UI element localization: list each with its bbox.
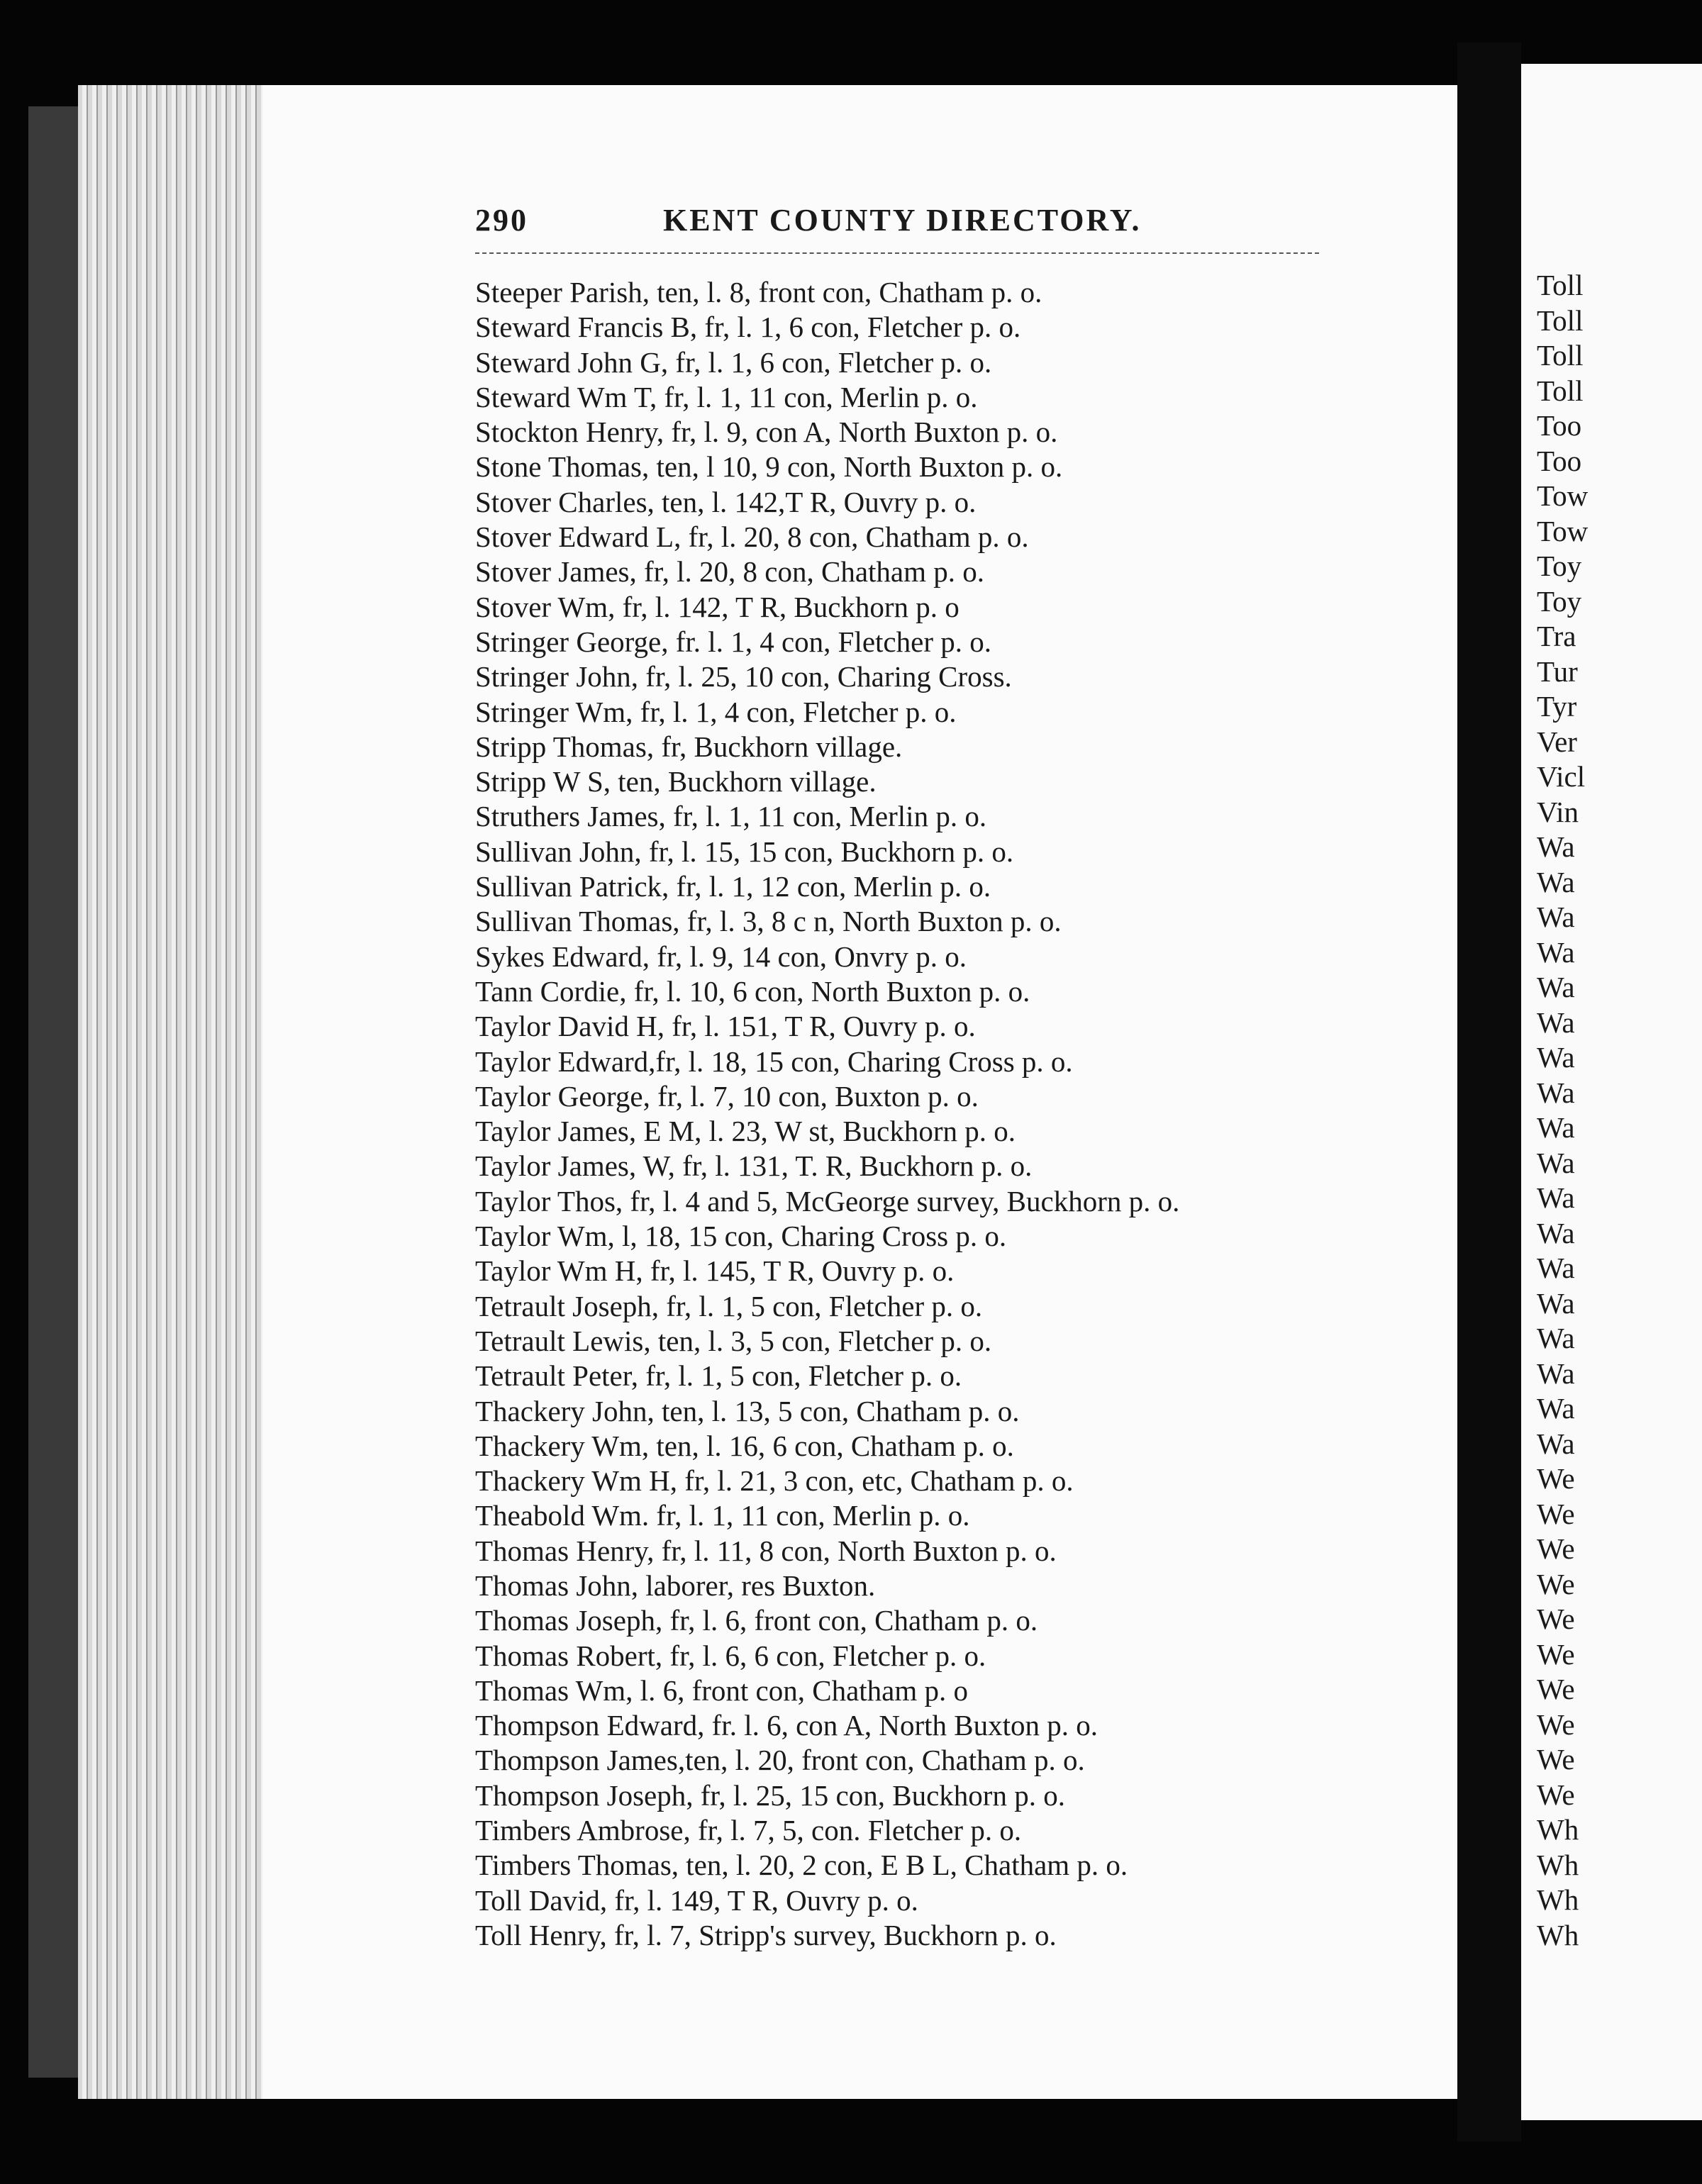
directory-entry: Theabold Wm. fr, l. 1, 11 con, Merlin p. o.	[475, 1499, 970, 1532]
directory-entry: Taylor George, fr, l. 7, 10 con, Buxton p. o.	[475, 1079, 979, 1113]
directory-page	[262, 85, 1457, 2099]
facing-page-entry: Wa	[1537, 830, 1575, 863]
directory-entry: Toll Henry, fr, l. 7, Stripp's survey, Buckhorn p. o.	[475, 1918, 1057, 1951]
directory-entry: Stringer John, fr, l. 25, 10 con, Charing Cross.	[475, 660, 1012, 693]
facing-page-entry: Vin	[1537, 795, 1579, 828]
facing-page-entry: Toll	[1537, 269, 1584, 301]
facing-page-entry: We	[1537, 1637, 1575, 1671]
directory-entry: Thompson Joseph, fr, l. 25, 15 con, Buckhorn p. o.	[475, 1778, 1065, 1812]
directory-entry: Thomas Henry, fr, l. 11, 8 con, North Buxton p. o.	[475, 1534, 1057, 1567]
facing-page-entry: Wa	[1537, 865, 1575, 898]
directory-entry: Steward John G, fr, l. 1, 6 con, Fletcher p. o.	[475, 345, 992, 379]
directory-entry: Stone Thomas, ten, l 10, 9 con, North Buxton p. o.	[475, 450, 1063, 484]
directory-entry: Taylor Thos, fr, l. 4 and 5, McGeorge survey, Buckhorn p. o.	[475, 1184, 1180, 1218]
directory-entry: Taylor James, W, fr, l. 131, T. R, Buckhorn p. o.	[475, 1149, 1033, 1183]
directory-entry: Stringer George, fr. l. 1, 4 con, Fletcher p. o.	[475, 625, 991, 658]
facing-page-entry: Vicl	[1537, 760, 1586, 793]
directory-entry: Struthers James, fr, l. 1, 11 con, Merlin p. o.	[475, 800, 987, 833]
facing-page-entry: Wa	[1537, 1216, 1575, 1249]
facing-page-entry: We	[1537, 1532, 1575, 1565]
facing-page-entry: Wh	[1537, 1813, 1579, 1846]
facing-page-entry: Wh	[1537, 1848, 1579, 1881]
directory-entry: Taylor Wm H, fr, l. 145, T R, Ouvry p. o.	[475, 1254, 955, 1288]
facing-page-entry: Tyr	[1537, 690, 1577, 723]
directory-entry: Thackery John, ten, l. 13, 5 con, Chatham p. o.	[475, 1394, 1020, 1427]
facing-page-entry: We	[1537, 1743, 1575, 1776]
facing-page-entry: Wa	[1537, 1392, 1575, 1425]
directory-entry: Tetrault Lewis, ten, l. 3, 5 con, Fletcher p. o.	[475, 1324, 992, 1357]
facing-page-entry: Toll	[1537, 303, 1584, 337]
directory-entry: Thackery Wm, ten, l. 16, 6 con, Chatham p. o.	[475, 1429, 1014, 1462]
facing-page-entry: Wa	[1537, 1181, 1575, 1214]
facing-page-entry: Ver	[1537, 725, 1577, 758]
directory-entry: Thomas Robert, fr, l. 6, 6 con, Fletcher p. o.	[475, 1639, 986, 1672]
directory-entry: Tetrault Peter, fr, l. 1, 5 con, Fletcher p. o.	[475, 1359, 962, 1393]
directory-entries	[475, 275, 1179, 1953]
directory-entry: Steeper Parish, ten, l. 8, front con, Chatham p. o.	[475, 276, 1042, 308]
directory-entry: Sykes Edward, fr, l. 9, 14 con, Onvry p. o.	[475, 940, 967, 973]
page-number: 290	[475, 203, 528, 238]
facing-page-entry: Wa	[1537, 971, 1575, 1003]
facing-page-entry: Tur	[1537, 654, 1578, 688]
directory-entry: Stover James, fr, l. 20, 8 con, Chatham p. o.	[475, 555, 985, 589]
directory-entry: Sullivan Patrick, fr, l. 1, 12 con, Merlin p. o.	[475, 870, 991, 903]
book-gutter	[1457, 43, 1521, 2141]
directory-entry: Stover Wm, fr, l. 142, T R, Buckhorn p. o	[475, 590, 960, 623]
facing-page-fragment	[1521, 64, 1702, 2120]
directory-entry: Steward Wm T, fr, l. 1, 11 con, Merlin p. o.	[475, 380, 978, 413]
facing-page-entry: Wa	[1537, 1286, 1575, 1320]
facing-page-entry: We	[1537, 1462, 1575, 1495]
directory-entry: Stringer Wm, fr, l. 1, 4 con, Fletcher p. o.	[475, 695, 957, 728]
directory-entry: Stover Edward L, fr, l. 20, 8 con, Chatham p. o.	[475, 520, 1029, 554]
facing-page-entry: We	[1537, 1603, 1575, 1635]
header-rule	[475, 252, 1319, 254]
directory-entry: Stripp W S, ten, Buckhorn village.	[475, 765, 877, 798]
facing-page-entry: Tow	[1537, 479, 1589, 512]
directory-entry: Steward Francis B, fr, l. 1, 6 con, Fletcher p. o.	[475, 311, 1021, 344]
facing-page-entry: Wa	[1537, 1427, 1575, 1460]
facing-page-entry: Tra	[1537, 620, 1576, 652]
book-binding-shadow	[28, 106, 78, 2078]
facing-page-entry: Wa	[1537, 1005, 1575, 1039]
directory-entry: Taylor Wm, l, 18, 15 con, Charing Cross p. o.	[475, 1220, 1007, 1253]
directory-entry: Thompson Edward, fr. l. 6, con A, North Buxton p. o.	[475, 1709, 1098, 1742]
running-title: KENT COUNTY DIRECTORY.	[663, 203, 1142, 238]
directory-entry: Thomas Joseph, fr, l. 6, front con, Chatham p. o.	[475, 1604, 1038, 1637]
facing-page-entry: Wa	[1537, 1356, 1575, 1390]
facing-page-entry: Wa	[1537, 1041, 1575, 1074]
facing-page-entry: Wa	[1537, 901, 1575, 933]
directory-entry: Thompson James,ten, l. 20, front con, Chatham p. o.	[475, 1744, 1085, 1777]
directory-entry: Toll David, fr, l. 149, T R, Ouvry p. o.	[475, 1883, 918, 1917]
directory-entry: Thomas Wm, l. 6, front con, Chatham p. o	[475, 1673, 968, 1707]
directory-entry: Tetrault Joseph, fr, l. 1, 5 con, Fletcher p. o.	[475, 1289, 983, 1322]
facing-page-entry: We	[1537, 1567, 1575, 1600]
directory-entry: Taylor David H, fr, l. 151, T R, Ouvry p. o.	[475, 1010, 976, 1043]
directory-entry: Timbers Ambrose, fr, l. 7, 5, con. Fletcher p. o.	[475, 1814, 1022, 1847]
facing-page-entry: Toll	[1537, 339, 1584, 372]
facing-page-entry: We	[1537, 1497, 1575, 1530]
directory-entry: Stover Charles, ten, l. 142,T R, Ouvry p. o.	[475, 485, 977, 518]
directory-entry: Stockton Henry, fr, l. 9, con A, North Buxton p. o.	[475, 416, 1058, 449]
facing-page-entries	[1537, 268, 1588, 1953]
directory-entry: Stripp Thomas, fr, Buckhorn village.	[475, 730, 903, 763]
directory-entry: Taylor Edward,fr, l. 18, 15 con, Charing Cross p. o.	[475, 1044, 1073, 1078]
facing-page-entry: Wa	[1537, 1146, 1575, 1179]
facing-page-entry: Too	[1537, 409, 1582, 442]
directory-entry: Taylor James, E M, l. 23, W st, Buckhorn p. o.	[475, 1115, 1016, 1148]
directory-entry: Sullivan Thomas, fr, l. 3, 8 c n, North Buxton p. o.	[475, 905, 1062, 938]
facing-page-entry: Tow	[1537, 514, 1589, 547]
facing-page-entry: Wa	[1537, 1322, 1575, 1354]
directory-entry: Tann Cordie, fr, l. 10, 6 con, North Buxton p. o.	[475, 974, 1030, 1008]
facing-page-entry: Too	[1537, 444, 1582, 477]
facing-page-entry: Wa	[1537, 1252, 1575, 1284]
directory-entry: Timbers Thomas, ten, l. 20, 2 con, E B L, Chatham p. o.	[475, 1849, 1128, 1882]
directory-entry: Thackery Wm H, fr, l. 21, 3 con, etc, Chatham p. o.	[475, 1464, 1074, 1498]
facing-page-entry: Toll	[1537, 374, 1584, 407]
facing-page-entry: Wa	[1537, 935, 1575, 969]
facing-page-entry: Wa	[1537, 1076, 1575, 1109]
directory-entry: Thomas John, laborer, res Buxton.	[475, 1569, 876, 1602]
facing-page-entry: Toy	[1537, 550, 1582, 582]
directory-entry: Sullivan John, fr, l. 15, 15 con, Buckhorn p. o.	[475, 835, 1014, 868]
page-header	[475, 202, 1433, 245]
facing-page-entry: We	[1537, 1778, 1575, 1811]
stacked-page-edges	[78, 85, 269, 2099]
facing-page-entry: Wh	[1537, 1883, 1579, 1916]
facing-page-entry: We	[1537, 1707, 1575, 1741]
facing-page-entry: Wh	[1537, 1918, 1579, 1951]
facing-page-entry: Toy	[1537, 584, 1582, 618]
facing-page-entry: We	[1537, 1673, 1575, 1705]
facing-page-entry: Wa	[1537, 1111, 1575, 1144]
